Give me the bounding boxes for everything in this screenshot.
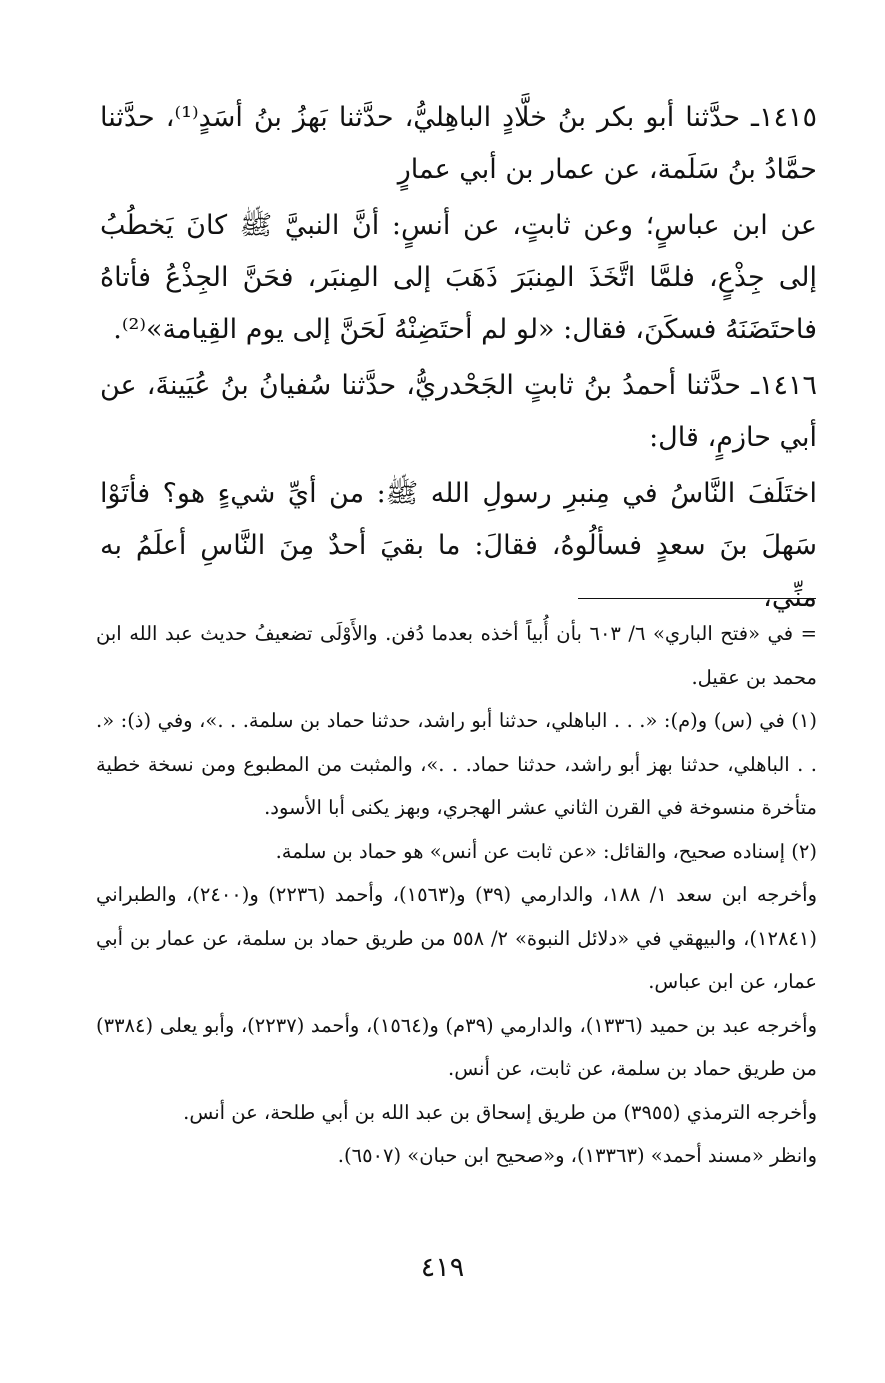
footnote-2-takhrij-a: وأخرجه ابن سعد ١/ ١٨٨، والدارمي (٣٩) و(١٥٦٣)، وأحمد (٢٢٣٦) و(٢٤٠٠)، والطبراني (١٢٨٤١)، والبيهقي في «دلائل النبوة» ٢/ ٥٥٨ من طريق حماد بن سلمة، عن عمار بن أبي عمار، عن ابن عباس.	[96, 883, 817, 993]
footnote-2-takhrij-b: وأخرجه عبد بن حميد (١٣٣٦)، والدارمي (٣٩م) و(١٥٦٤)، وأحمد (٢٢٣٧)، وأبو يعلى (٣٣٨٤) من طريق حماد بن سلمة، عن ثابت، عن أنس.	[96, 1013, 818, 1080]
footnotes	[96, 612, 817, 1178]
footnote-separator	[578, 598, 816, 599]
footnote-2-takhrij-c: وأخرجه الترمذي (٣٩٥٥) من طريق إسحاق بن عبد الله بن أبي طلحة، عن أنس.	[183, 1100, 817, 1124]
hadith-1416-text: اختَلَفَ النَّاسُ في مِنبرِ رسولِ الله ﷺ: من أيِّ شيءٍ هو؟ فأتَوْا سَهلَ بنَ سعدٍ فسألُوهُ، فقالَ: ما بقيَ أحدٌ مِنَ النَّاسِ أعلَمُ به منِّي،	[100, 478, 817, 613]
footnote-continued: = في «فتح الباري» ٦/ ٦٠٣ بأن أُبياً أخذه بعدما دُفن. والأَوْلَى تضعيفُ حديث عبد الله ابن محمد بن عقيل.	[96, 622, 817, 689]
hadith-1416-chain: ١٤١٦ـ حدَّثنا أحمدُ بنُ ثابتٍ الجَحْدريُّ، حدَّثنا سُفيانُ بنُ عُيَينةَ، عن أبي حازمٍ، قال:	[100, 370, 817, 453]
footnote-2: (٢) إسناده صحيح، والقائل: «عن ثابت عن أنس» هو حماد بن سلمة.	[275, 839, 817, 863]
main-text	[100, 92, 817, 624]
page-number: ٤١٩	[420, 1252, 465, 1283]
footnote-1: (١) في (س) و(م): «. . . الباهلي، حدثنا أبو راشد، حدثنا حماد بن سلمة. . .»، وفي (ذ): «. . . الباهلي، حدثنا بهز أبو راشد، حدثنا حماد. . .»، والمثبت من المطبوع ومن نسخة خطية متأخرة منسوخة في القرن الثاني عشر الهجري، وبهز يكنى أبا الأسود.	[96, 709, 817, 819]
hadith-1415-text: عن ابن عباسٍ؛ وعن ثابتٍ، عن أنسٍ: أنَّ النبيَّ ﷺ كانَ يَخطُبُ إلى جِذْعٍ، فلمَّا اتَّخَذَ المِنبَرَ ذَهَبَ إلى المِنبَر، فحَنَّ الجِذْعُ فأتاهُ فاحتَضَنَهُ فسكَنَ، فقال: «لو لم أحتَضِنْهُ لَحَنَّ إلى يوم القِيامة»⁽²⁾.	[100, 210, 817, 345]
hadith-1415-chain: ١٤١٥ـ حدَّثنا أبو بكر بنُ خلَّادٍ الباهِليُّ، حدَّثنا بَهزُ بنُ أسَدٍ⁽¹⁾، حدَّثنا حمَّادُ بنُ سَلَمة، عن عمار بن أبي عمارٍ	[100, 102, 817, 185]
footnote-2-see-also: وانظر «مسند أحمد» (١٣٣٦٣)، و«صحيح ابن حبان» (٦٥٠٧).	[337, 1144, 817, 1167]
